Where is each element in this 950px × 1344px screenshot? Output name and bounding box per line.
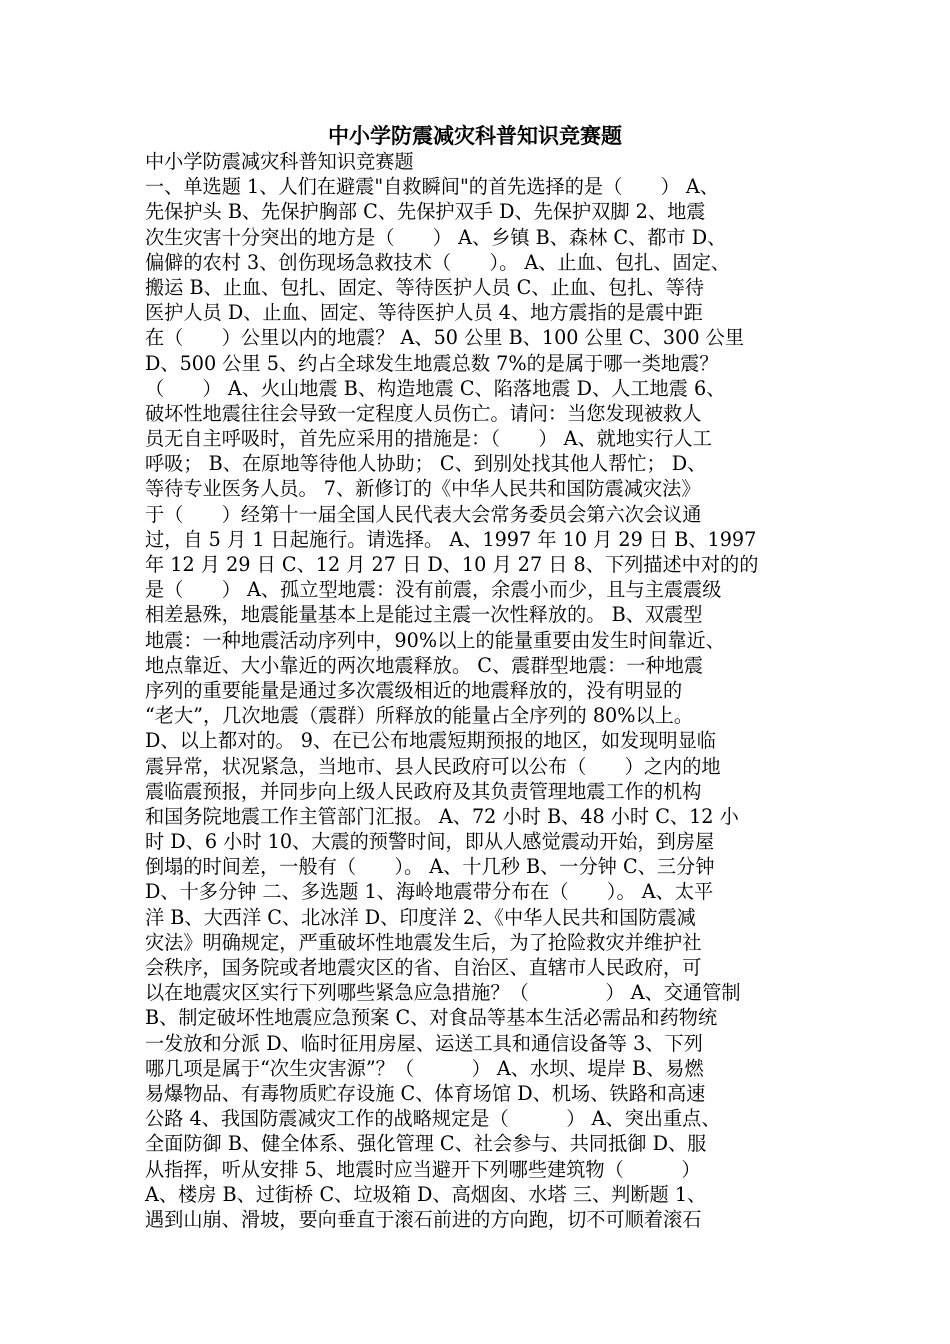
text-line: （ ） A、火山地震 B、构造地震 C、陷落地震 D、人工地震 6、	[145, 376, 726, 400]
text-line: 震异常，状况紧急，当地市、县人民政府可以公布（ ）之内的地	[145, 754, 721, 778]
text-line: 灾法》明确规定，严重破坏性地震发生后，为了抢险救灾并维护社	[145, 930, 702, 954]
text-line: 时 D、6 小时 10、大震的预警时间，即从人感觉震动开始，到房屋	[145, 830, 715, 854]
text-line: 地震：一种地震活动序列中，90%以上的能量重要由发生时间靠近、	[145, 628, 725, 652]
text-line: 医护人员 D、止血、固定、等待医护人员 4、地方震指的是震中距	[145, 301, 703, 325]
text-line: 和国务院地震工作主管部门汇报。 A、72 小时 B、48 小时 C、12 小	[145, 804, 739, 828]
text-line: 序列的重要能量是通过多次震级相近的地震释放的，没有明显的	[145, 678, 683, 702]
document-body	[145, 149, 825, 1232]
text-line: D、十多分钟 二、多选题 1、海岭地震带分布在（ ）。 A、太平	[145, 880, 714, 904]
text-line: 员无自主呼吸时，首先应采用的措施是：（ ） A、就地实行人工	[145, 427, 712, 451]
text-line: A、楼房 B、过街桥 C、垃圾箱 D、高烟囱、水塔 三、判断题 1、	[145, 1182, 707, 1206]
text-line: 搬运 B、止血、包扎、固定、等待医护人员 C、止血、包扎、等待	[145, 275, 705, 299]
text-line: 在（ ）公里以内的地震？ A、50 公里 B、100 公里 C、300 公里	[145, 326, 745, 350]
text-line: 先保护头 B、先保护胸部 C、先保护双手 D、先保护双脚 2、地震	[145, 200, 706, 224]
text-line: 倒塌的时间差，一般有（ ）。 A、十几秒 B、一分钟 C、三分钟	[145, 855, 715, 879]
text-line: 地点靠近、大小靠近的两次地震释放。 C、震群型地震：一种地震	[145, 653, 704, 677]
text-line: 遇到山崩、滑坡，要向垂直于滚石前进的方向跑，切不可顺着滚石	[145, 1207, 702, 1231]
text-line: D、以上都对的。 9、在已公布地震短期预报的地区，如发现明显临	[145, 729, 716, 753]
text-line: 以在地震灾区实行下列哪些紧急应急措施？（ ） A、交通管制	[145, 981, 741, 1005]
text-line: 洋 B、大西洋 C、北冰洋 D、印度洋 2、《中华人民共和国防震减	[145, 905, 696, 929]
text-line: 过，自 5 月 1 日起施行。请选择。 A、1997 年 10 月 29 日 B、1997	[145, 527, 757, 551]
text-line: “老大”，几次地震（震群）所释放的能量占全序列的 80%以上。	[145, 704, 694, 728]
text-line: 会秩序，国务院或者地震灾区的省、自治区、直辖市人民政府，可	[145, 956, 702, 979]
text-line: 一、单选题 1、人们在避震"自救瞬间"的首先选择的是（ ） A、	[145, 175, 719, 199]
text-line: B、制定破坏性地震应急预案 C、对食品等基本生活必需品和药物统	[145, 1006, 718, 1030]
text-line: D、500 公里 5、约占全球发生地震总数 7%的是属于哪一类地震？	[145, 351, 719, 375]
text-line: 年 12 月 29 日 C、12 月 27 日 D、10 月 27 日 8、下列描述中对的的	[145, 553, 759, 576]
text-line: 易爆物品、有毒物质贮存设施 C、体育场馆 D、机场、铁路和高速	[145, 1081, 706, 1105]
text-line: 从指挥，听从安排 5、地震时应当避开下列哪些建筑物（ ）	[145, 1157, 701, 1181]
text-line: 震临震预报，并同步向上级人民政府及其负责管理地震工作的机构	[145, 779, 702, 803]
text-line: 全面防御 B、健全体系、强化管理 C、社会参与、共同抵御 D、服	[145, 1132, 707, 1156]
text-line: 公路 4、我国防震减灾工作的战略规定是（ ） A、突出重点、	[145, 1107, 721, 1131]
text-line: 一发放和分派 D、临时征用房屋、运送工具和通信设备等 3、下列	[145, 1031, 703, 1055]
text-line: 于（ ）经第十一届全国人民代表大会常务委员会第六次会议通	[145, 502, 702, 526]
text-line: 等待专业医务人员。 7、新修订的《中华人民共和国防震减灾法》	[145, 477, 701, 501]
text-line: 次生灾害十分突出的地方是（ ） A、乡镇 B、森林 C、都市 D、	[145, 225, 727, 249]
text-line: 哪几项是属于“次生灾害源”？（ ） A、水坝、堤岸 B、易燃	[145, 1056, 704, 1080]
text-line: 呼吸； B、在原地等待他人协助； C、到别处找其他人帮忙； D、	[145, 452, 707, 476]
text-line: 是（ ） A、孤立型地震：没有前震，余震小而少，且与主震震级	[145, 578, 722, 602]
text-line: 中小学防震减灾科普知识竞赛题	[145, 150, 414, 173]
text-line: 破坏性地震往往会导致一定程度人员伤亡。请问：当您发现被救人	[145, 401, 702, 425]
text-line: 偏僻的农村 3、创伤现场急救技术（ ）。 A、止血、包扎、固定、	[145, 250, 731, 274]
document-title: 中小学防震减灾科普知识竞赛题	[328, 123, 622, 148]
text-line: 相差悬殊，地震能量基本上是能过主震一次性释放的。 B、双震型	[145, 603, 703, 627]
